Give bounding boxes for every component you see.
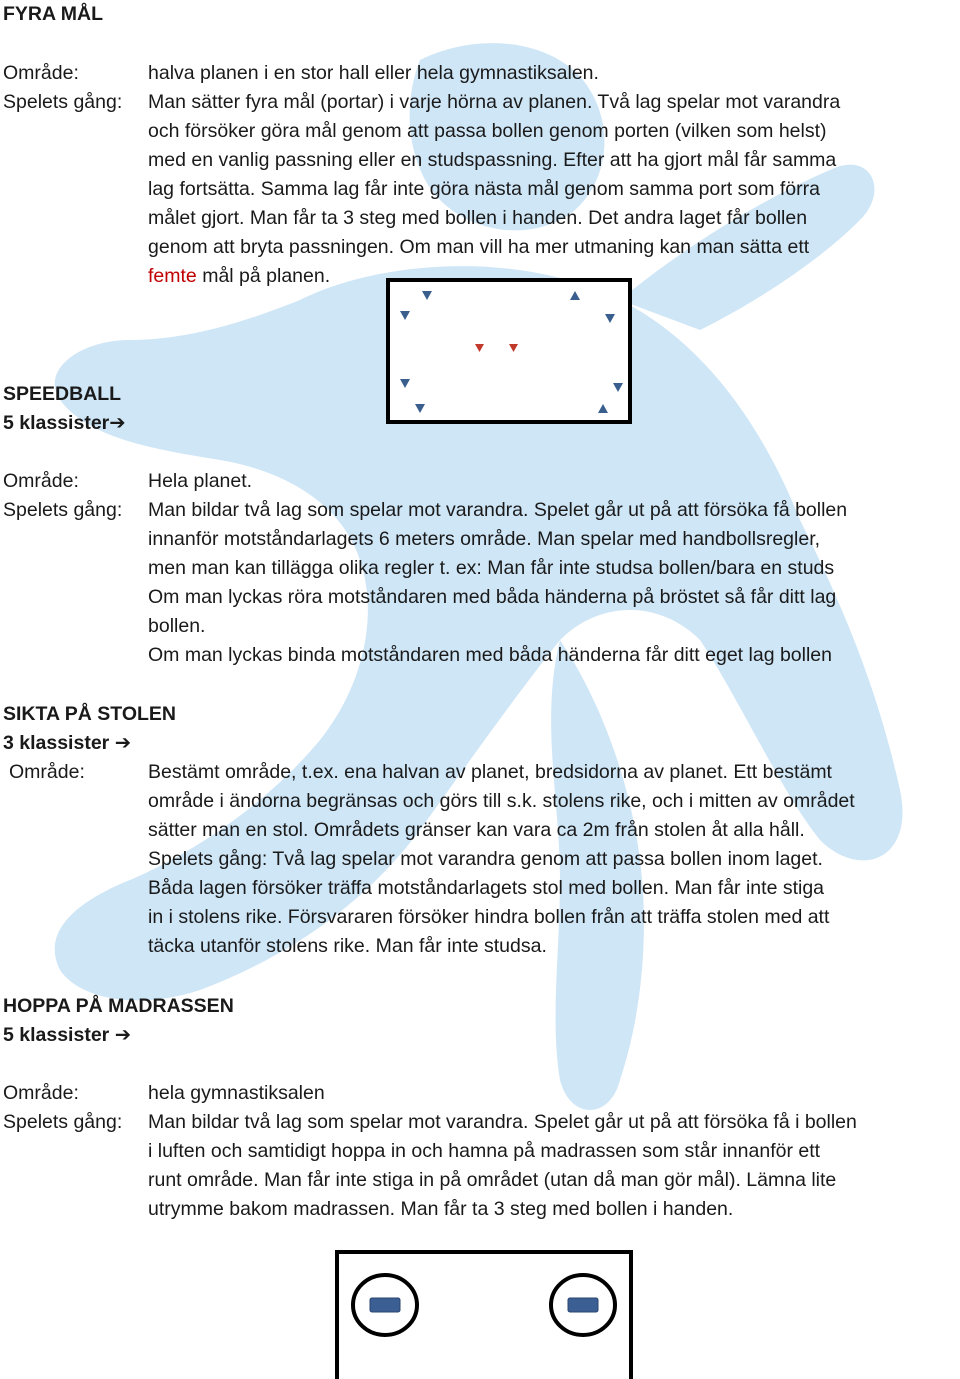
section-title: HOPPA PÅ MADRASSEN [3, 995, 234, 1017]
text-line: utrymme bakom madrassen. Man får ta 3 steg med bollen i handen. [148, 1198, 734, 1220]
mat-diagram [334, 1248, 634, 1379]
section-title: SPEEDBALL [3, 383, 122, 405]
text-line: Man bildar två lag som spelar mot varandra. Spelet går ut på att försöka få i bollen [148, 1111, 857, 1133]
text-line: Bestämt område, t.ex. ena halvan av planet, bredsidorna av planet. Ett bestämt [148, 761, 832, 783]
section-title: FYRA MÅL [3, 3, 104, 25]
arrow-right-icon: ➔ [114, 732, 132, 754]
mat-icon [370, 1298, 400, 1312]
text-line: lag fortsätta. Samma lag får inte göra nästa mål genom samma port som förra [148, 178, 820, 200]
class-count: 5 klassister➔ [3, 412, 126, 434]
section-title: SIKTA PÅ STOLEN [3, 703, 176, 725]
text-line: i luften och samtidigt hoppa in och hamna på madrassen som står innanför ett [148, 1140, 821, 1162]
class-count: 3 klassister ➔ [3, 732, 132, 754]
omrade-text: Hela planet. [148, 470, 253, 492]
text-line: och försöker göra mål genom att passa bollen genom porten (vilken som helst) [148, 120, 827, 142]
text-line: Om man lyckas binda motståndaren med båda händerna får ditt eget lag bollen [148, 644, 832, 666]
class-count: 5 klassister ➔ [3, 1024, 132, 1046]
text-line: innanför motståndarlagets 6 meters område. Man spelar med handbollsregler, [148, 528, 821, 550]
text-line: med en vanlig passning eller en studspassning. Efter att ha gjort mål får samma [148, 149, 837, 171]
text-line: Båda lagen försöker träffa motståndarlagets stol med bollen. Man får inte stiga [148, 877, 825, 899]
arrow-right-icon: ➔ [109, 412, 126, 434]
text-line: men man kan tillägga olika regler t. ex: Man får inte studsa bollen/bara en studs [148, 557, 835, 579]
text-line: Spelets gång: Två lag spelar mot varandra genom att passa bollen inom laget. [148, 848, 823, 870]
mat-icon [568, 1298, 598, 1312]
text-line: täcka utanför stolens rike. Man får inte studsa. [148, 935, 547, 957]
text-line: sätter man en stol. Områdets gränser kan vara ca 2m från stolen åt alla håll. [148, 819, 805, 841]
text-line: Man bildar två lag som spelar mot varandra. Spelet går ut på att försöka få bollen [148, 499, 848, 521]
spelets-gang-label: Spelets gång: [3, 1111, 123, 1133]
text-line-last [148, 262, 330, 291]
spelets-gang-label: Spelets gång: [3, 499, 123, 521]
omrade-text: hela gymnastiksalen [148, 1082, 325, 1104]
omrade-label: Område: [3, 470, 79, 492]
text-line: målet gjort. Man får ta 3 steg med bollen i handen. Det andra laget får bollen [148, 207, 808, 229]
text-line: runt område. Man får inte stiga in på området (utan då man gör mål). Lämna lite [148, 1169, 837, 1191]
omrade-label: Område: [3, 62, 79, 84]
arrow-right-icon: ➔ [114, 1024, 132, 1046]
field-outline [388, 280, 630, 422]
text-line: genom att bryta passningen. Om man vill ha mer utmaning kan man sätta ett [148, 236, 810, 258]
omrade-label: Område: [3, 1082, 79, 1104]
text-line: område i ändorna begränsas och görs till s.k. stolens rike, och i mitten av området [148, 790, 855, 812]
text-line: Man sätter fyra mål (portar) i varje hörna av planen. Två lag spelar mot varandra [148, 91, 841, 113]
spelets-gang-label: Spelets gång: [3, 91, 123, 113]
omrade-label: Område: [9, 761, 85, 783]
text-line: bollen. [148, 615, 206, 637]
text-line: Om man lyckas röra motståndaren med båda händerna på bröstet så får ditt lag [148, 586, 837, 608]
text-rest: mål på planen. [196, 265, 331, 287]
field-diagram [386, 278, 634, 426]
text-line: in i stolens rike. Försvararen försöker hindra bollen från att träffa stolen med att [148, 906, 830, 928]
omrade-text: halva planen i en stor hall eller hela gymnastiksalen. [148, 62, 599, 84]
highlight-femte: femte [148, 265, 197, 287]
